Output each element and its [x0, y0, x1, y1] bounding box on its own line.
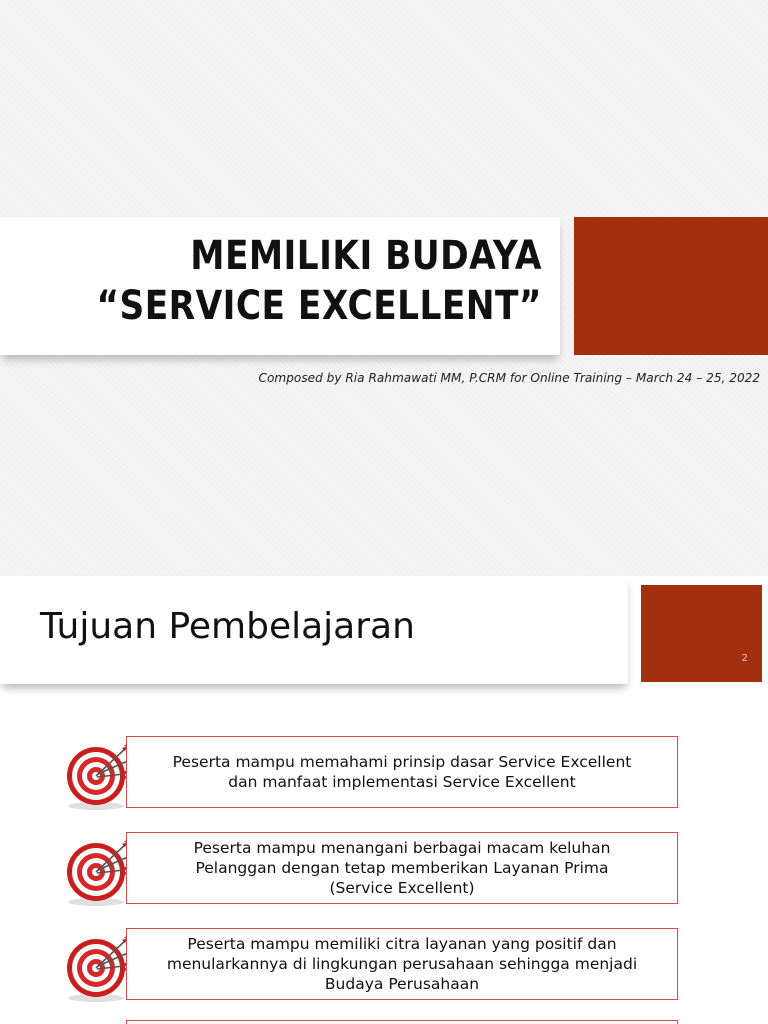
slide-title	[97, 231, 542, 331]
accent-block	[641, 585, 762, 682]
objective-item	[64, 928, 680, 1004]
objective-line: Peserta mampu memahami prinsip dasar Service Excellent	[172, 753, 632, 771]
title-line-2: “SERVICE EXCELLENT”	[96, 283, 542, 329]
slide-subtitle: Composed by Ria Rahmawati MM, P.CRM for Online Training – March 24 – 25, 2022	[258, 370, 760, 385]
objective-box	[126, 832, 678, 904]
objective-line: menularkannya di lingkungan perusahaan sehingga menjadi	[166, 955, 638, 973]
objective-line: dan manfaat implementasi Service Excellent	[228, 773, 576, 791]
header-band	[0, 576, 628, 684]
title-line-1: MEMILIKI BUDAYA	[190, 233, 542, 279]
objective-item	[64, 736, 680, 812]
slide-heading: Tujuan Pembelajaran	[40, 606, 415, 647]
objectives-slide	[0, 576, 768, 1024]
objective-line: Peserta mampu menangani berbagai macam keluhan	[193, 839, 611, 857]
objective-line: (Service Excellent)	[329, 879, 475, 897]
objective-text	[180, 838, 625, 898]
objective-line: Budaya Perusahaan	[324, 975, 480, 993]
objective-text	[153, 934, 651, 994]
accent-block	[574, 217, 768, 355]
objective-line: Peserta mampu memiliki citra layanan yang positif dan	[187, 935, 617, 953]
objective-item	[64, 832, 680, 908]
objective-text	[159, 752, 646, 792]
objective-line: Pelanggan dengan tetap memberikan Layanan Prima	[195, 859, 609, 877]
page-number: 2	[741, 653, 748, 664]
title-band	[0, 217, 560, 355]
objective-box	[126, 1020, 678, 1024]
objective-item-partial	[64, 1020, 680, 1024]
objective-box	[126, 736, 678, 808]
objective-box	[126, 928, 678, 1000]
